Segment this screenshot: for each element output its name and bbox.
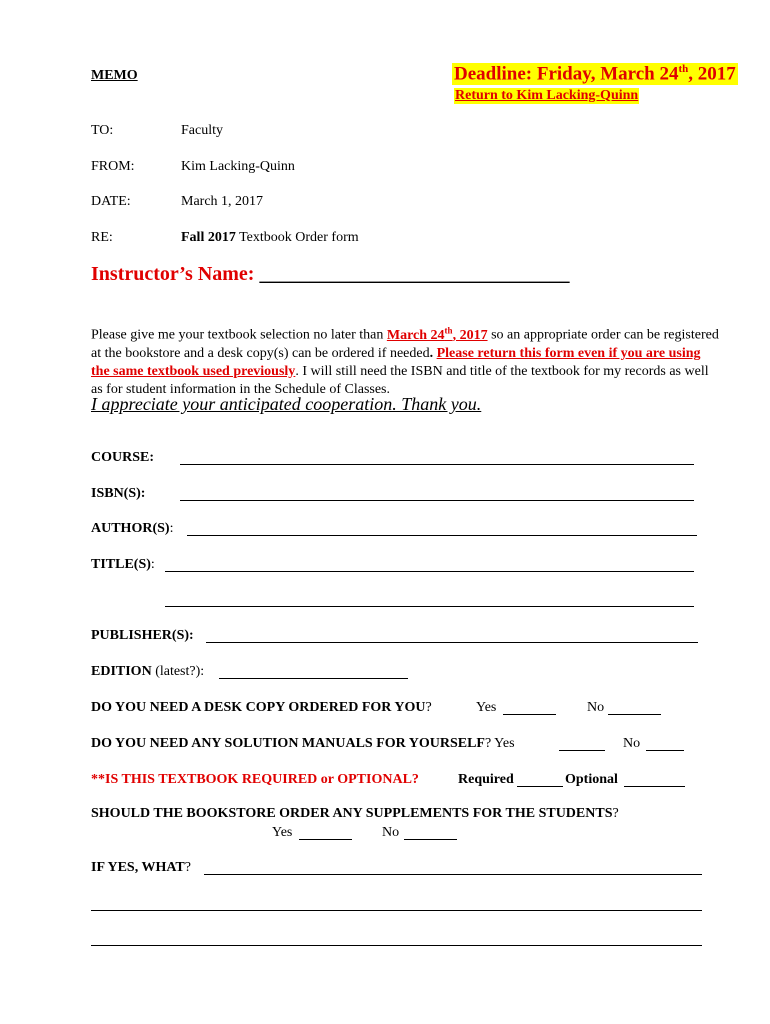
supplements-question-text: SHOULD THE BOOKSTORE ORDER ANY SUPPLEMENTS FOR THE STUDENTS <box>91 806 613 821</box>
desk-no-label: No <box>587 700 605 715</box>
optional-option-input[interactable] <box>624 786 685 787</box>
optional-option-label: Optional <box>565 772 618 787</box>
edition-label-rest: (latest?): <box>151 664 205 679</box>
required-question <box>91 772 419 788</box>
edition-label-text: EDITION <box>91 664 152 679</box>
title-colon: : <box>150 557 155 572</box>
instructor-label: Instructor’s Name: <box>91 263 260 285</box>
desk-copy-question-text: DO YOU NEED A DESK COPY ORDERED FOR YOU <box>91 700 426 715</box>
from-label: FROM: <box>91 159 135 174</box>
isbn-label: ISBN(S): <box>91 486 146 501</box>
required-option-label: Required <box>458 772 514 787</box>
course-label: COURSE: <box>91 450 155 465</box>
if-yes-label-text: IF YES, WHAT <box>91 860 185 875</box>
para-date-sup: th <box>444 325 453 335</box>
supplements-question <box>91 806 619 822</box>
title-input-2[interactable] <box>165 606 694 607</box>
if-yes-input-2[interactable] <box>91 910 702 911</box>
deadline-suffix: , 2017 <box>688 63 736 85</box>
desk-yes-label: Yes <box>476 700 497 715</box>
supp-no-label: No <box>382 825 400 840</box>
re-value <box>181 230 359 246</box>
manual-no-input[interactable] <box>646 750 684 751</box>
re-bold: Fall 2017 <box>181 230 236 245</box>
supp-yes-input[interactable] <box>299 839 352 840</box>
thanks-line: I appreciate your anticipated cooperation. Thank you. <box>91 394 482 414</box>
supplements-qm: ? <box>612 806 619 821</box>
manual-question <box>91 736 515 752</box>
from-value: Kim Lacking-Quinn <box>181 159 295 174</box>
date-label: DATE: <box>91 194 131 209</box>
edition-label <box>91 664 204 680</box>
manual-yes-input[interactable] <box>559 750 605 751</box>
title-input-1[interactable] <box>165 571 694 572</box>
para-text-1: Please give me your textbook selection no later than <box>91 327 387 343</box>
if-yes-input-3[interactable] <box>91 945 702 946</box>
memo-label: MEMO <box>91 68 138 83</box>
author-input[interactable] <box>187 535 697 536</box>
instructor-name-field[interactable] <box>91 263 569 286</box>
date-value: March 1, 2017 <box>181 194 264 209</box>
author-label <box>91 521 173 537</box>
author-colon: : <box>169 521 174 536</box>
desk-yes-input[interactable] <box>503 714 556 715</box>
para-return-note: Please return this form even if you are using the same textbook used previously <box>91 345 701 379</box>
para-date-tail: , 2017 <box>452 327 488 343</box>
para-text-2: so an appropriate order can be registered at the bookstore and a desk copy(s) can be ordered if needed <box>91 327 719 361</box>
desk-copy-qm: ? <box>425 700 432 715</box>
to-value: Faculty <box>181 123 223 138</box>
if-yes-qm: ? <box>184 860 191 875</box>
if-yes-label <box>91 860 191 876</box>
return-to-note: Return to Kim Lacking-Quinn <box>455 88 639 103</box>
publisher-label: PUBLISHER(S): <box>91 628 194 643</box>
edition-input[interactable] <box>219 678 408 679</box>
course-input[interactable] <box>180 464 694 465</box>
publisher-input[interactable] <box>206 642 698 643</box>
para-deadline-date <box>386 325 488 343</box>
para-period: . <box>429 345 434 361</box>
title-label-text: TITLE(S) <box>91 557 151 572</box>
re-label: RE: <box>91 230 113 245</box>
to-label: TO: <box>91 123 114 138</box>
title-label <box>91 557 155 573</box>
manual-no-label: No <box>623 736 641 751</box>
required-question-text: **IS THIS TEXTBOOK REQUIRED or OPTIONAL? <box>91 772 419 787</box>
instructions-paragraph <box>91 321 721 399</box>
required-option-input[interactable] <box>517 786 563 787</box>
isbn-input[interactable] <box>180 500 694 501</box>
manual-question-text: DO YOU NEED ANY SOLUTION MANUALS FOR YOURSELF <box>91 736 485 751</box>
desk-copy-question <box>91 700 432 716</box>
deadline-banner <box>452 63 738 85</box>
manual-yes-label: ? Yes <box>484 736 515 751</box>
supp-no-input[interactable] <box>404 839 457 840</box>
if-yes-input-1[interactable] <box>204 874 702 875</box>
para-text-4: . I will still need the ISBN and title of the textbook for my records as well as for student information in the Schedule of Classes. <box>91 363 709 397</box>
deadline-sup: th <box>678 63 689 75</box>
author-label-text: AUTHOR(S) <box>91 521 170 536</box>
supp-yes-label: Yes <box>272 825 293 840</box>
instructor-blank: _______________________________ <box>259 263 570 285</box>
desk-no-input[interactable] <box>608 714 661 715</box>
para-date-main: March 24 <box>386 327 445 343</box>
re-rest: Textbook Order form <box>235 230 359 245</box>
deadline-prefix: Deadline: Friday, March 24 <box>454 63 679 85</box>
